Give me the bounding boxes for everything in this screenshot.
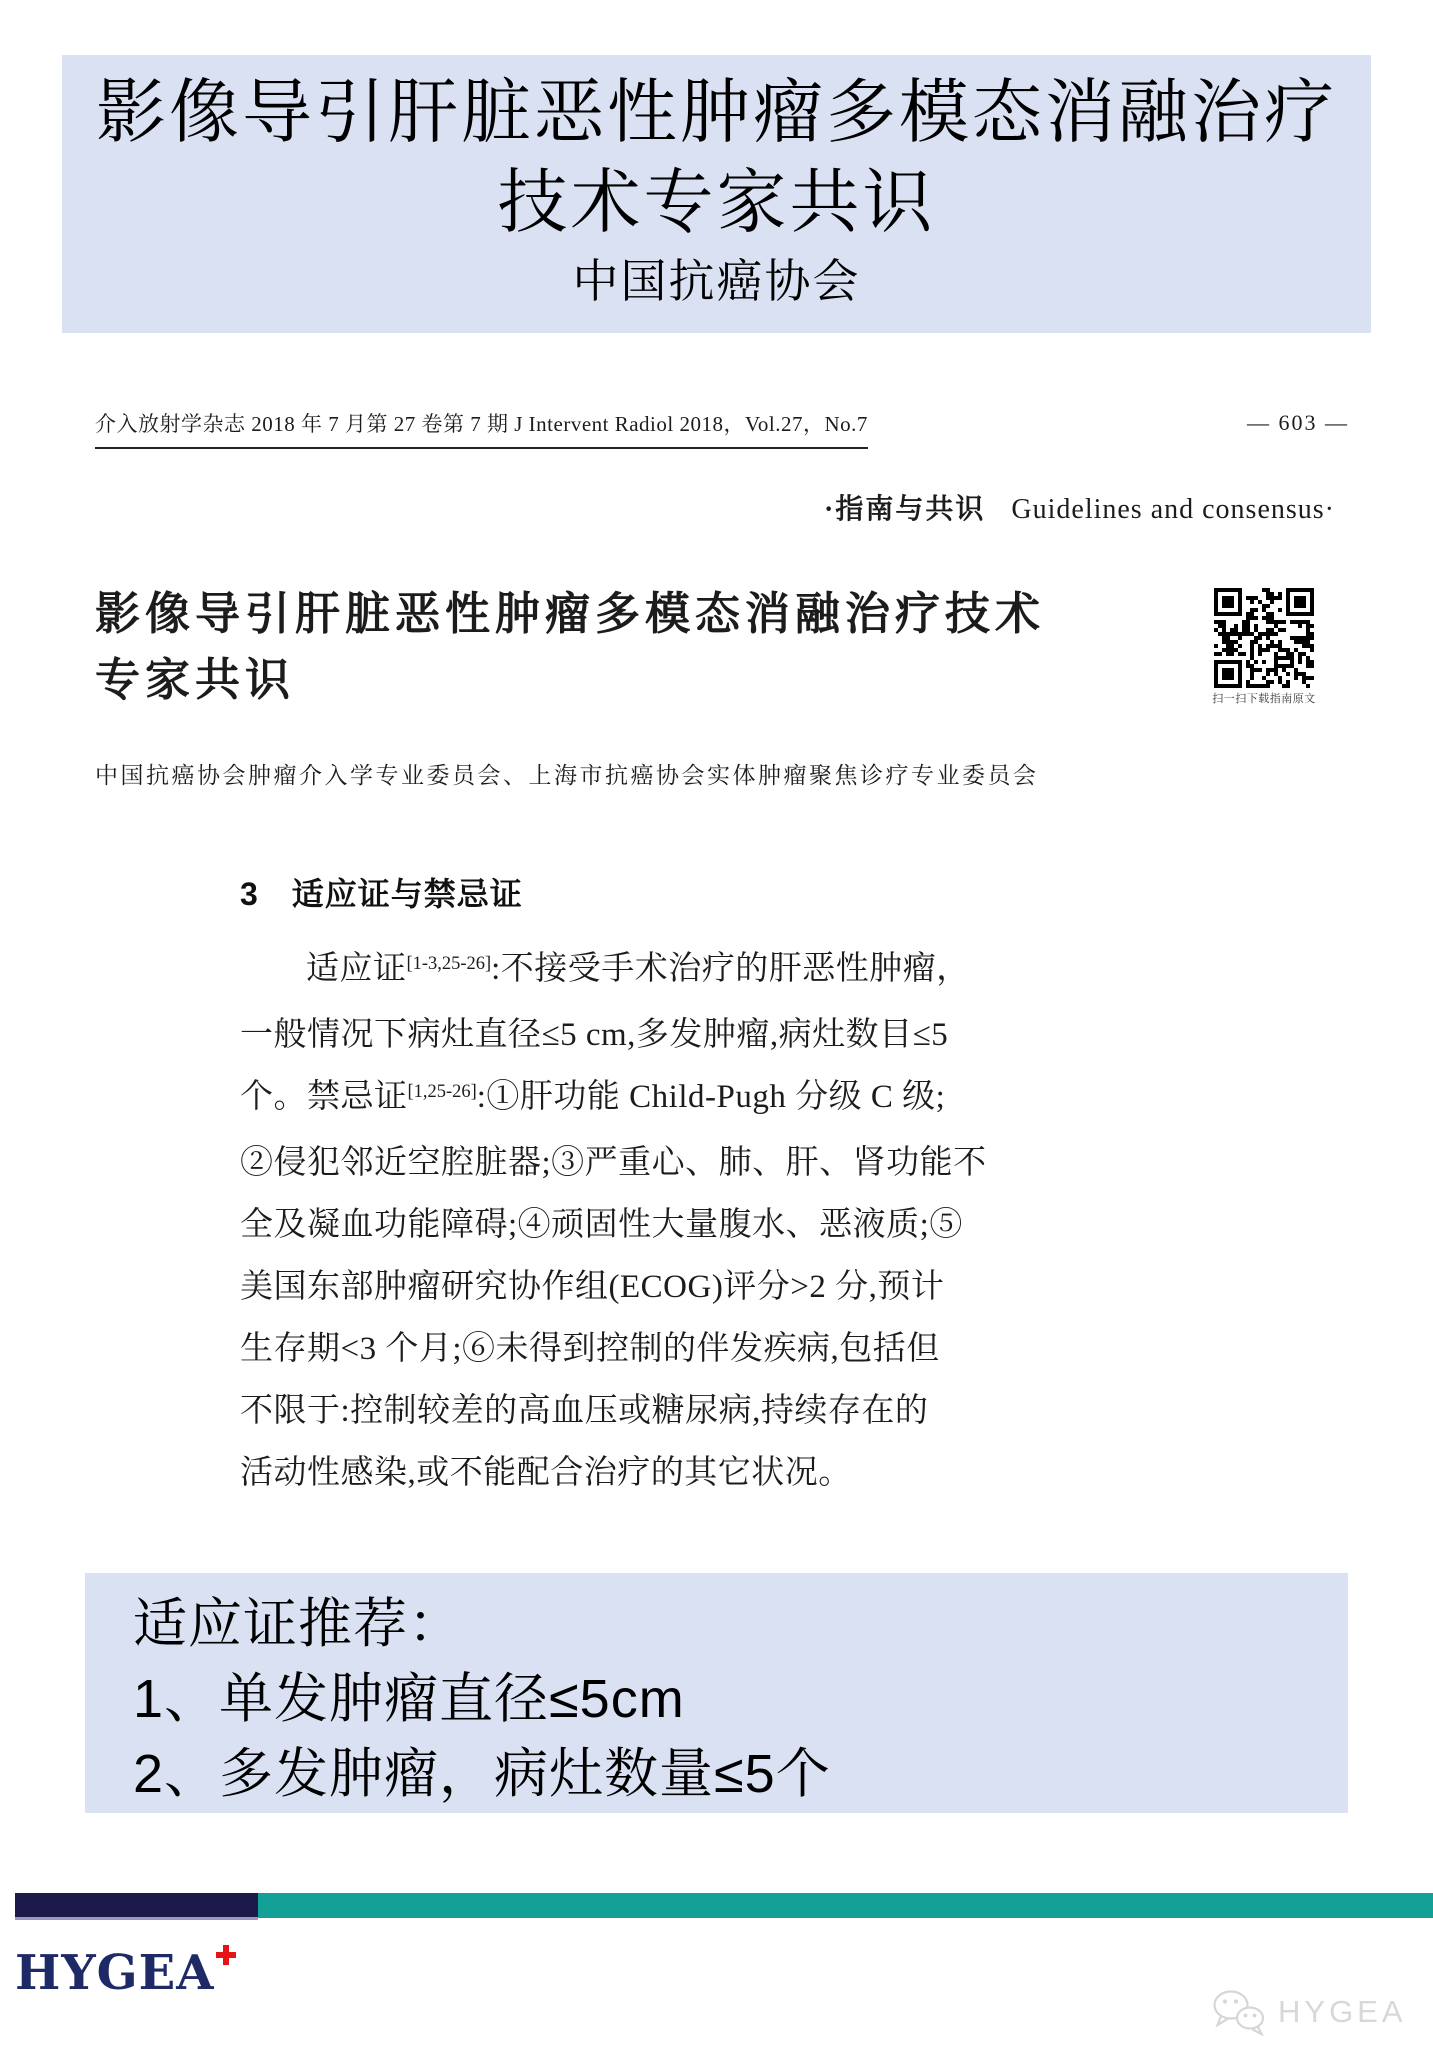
journal-citation: 介入放射学杂志 2018 年 7 月第 27 卷第 7 期 J Intervent Radiol 2018，Vol.27，No.7 — [95, 408, 868, 449]
banner-title-line2: 技术专家共识 — [497, 163, 936, 241]
body-line: 适应证[1-3,25-26]:不接受手术治疗的肝恶性肿瘤， — [306, 951, 970, 987]
body-line: 生存期<3 个月;⑥未得到控制的伴发疾病,包括但 — [240, 1331, 940, 1367]
red-cross-icon — [216, 1945, 236, 1965]
body-paragraph — [240, 938, 1190, 1504]
article-title — [95, 581, 1195, 713]
article-title-line1: 影像导引肝脏恶性肿瘤多模态消融治疗技术 — [95, 589, 1046, 639]
highlight-line-1: 1、单发肿瘤直径≤5cm — [133, 1669, 685, 1729]
wechat-icon — [1208, 1988, 1270, 2036]
body-line: ②侵犯邻近空腔脏器;③严重心、肺、肝、肾功能不 — [240, 1145, 987, 1181]
qr-block — [1212, 588, 1316, 706]
section-banner — [95, 487, 1335, 527]
highlight-line-title: 适应证推荐： — [133, 1594, 463, 1654]
qr-caption: 扫一扫下载指南原文 — [1212, 693, 1316, 705]
highlight-box — [85, 1573, 1348, 1813]
banner-title-line1: 影像导引肝脏恶性肿瘤多模态消融治疗 — [96, 73, 1337, 151]
qr-code-icon — [1214, 588, 1314, 688]
watermark — [1208, 1988, 1407, 2036]
banner — [62, 55, 1371, 333]
body-line: 美国东部肿瘤研究协作组(ECOG)评分>2 分,预计 — [240, 1269, 945, 1305]
hygea-logo — [15, 1945, 236, 2001]
footer-bar-navy — [15, 1893, 258, 1920]
banner-subtitle: 中国抗癌协会 — [572, 255, 861, 307]
authors: 中国抗癌协会肿瘤介入学专业委员会、上海市抗癌协会实体肿瘤聚焦诊疗专业委员会 — [95, 763, 1039, 788]
section-heading: 3 适应证与禁忌证 — [240, 876, 523, 912]
section-label-cn: ·指南与共识 — [824, 494, 986, 525]
article-body — [240, 874, 1190, 1504]
body-line: 一般情况下病灶直径≤5 cm,多发肿瘤,病灶数目≤5 — [240, 1017, 949, 1053]
footer-bar-teal — [258, 1893, 1433, 1918]
body-line: 个。禁忌证[1,25-26]:①肝功能 Child-Pugh 分级 C 级; — [240, 1079, 946, 1115]
body-line: 全及凝血功能障碍;④顽固性大量腹水、恶液质;⑤ — [240, 1207, 963, 1243]
article-title-line2: 专家共识 — [95, 655, 296, 705]
highlight-line-2: 2、多发肿瘤，病灶数量≤5个 — [133, 1744, 831, 1804]
page-number: — 603 — — [1247, 410, 1349, 435]
body-line: 不限于:控制较差的高血压或糖尿病,持续存在的 — [240, 1393, 929, 1429]
journal-header — [95, 408, 1349, 449]
section-label-en: Guidelines and consensus· — [1011, 494, 1335, 525]
body-line: 活动性感染,或不能配合治疗的其它状况。 — [240, 1455, 852, 1491]
watermark-text: HYGEA — [1278, 1994, 1407, 2029]
hygea-logo-text: HYGEA — [15, 1945, 215, 2001]
